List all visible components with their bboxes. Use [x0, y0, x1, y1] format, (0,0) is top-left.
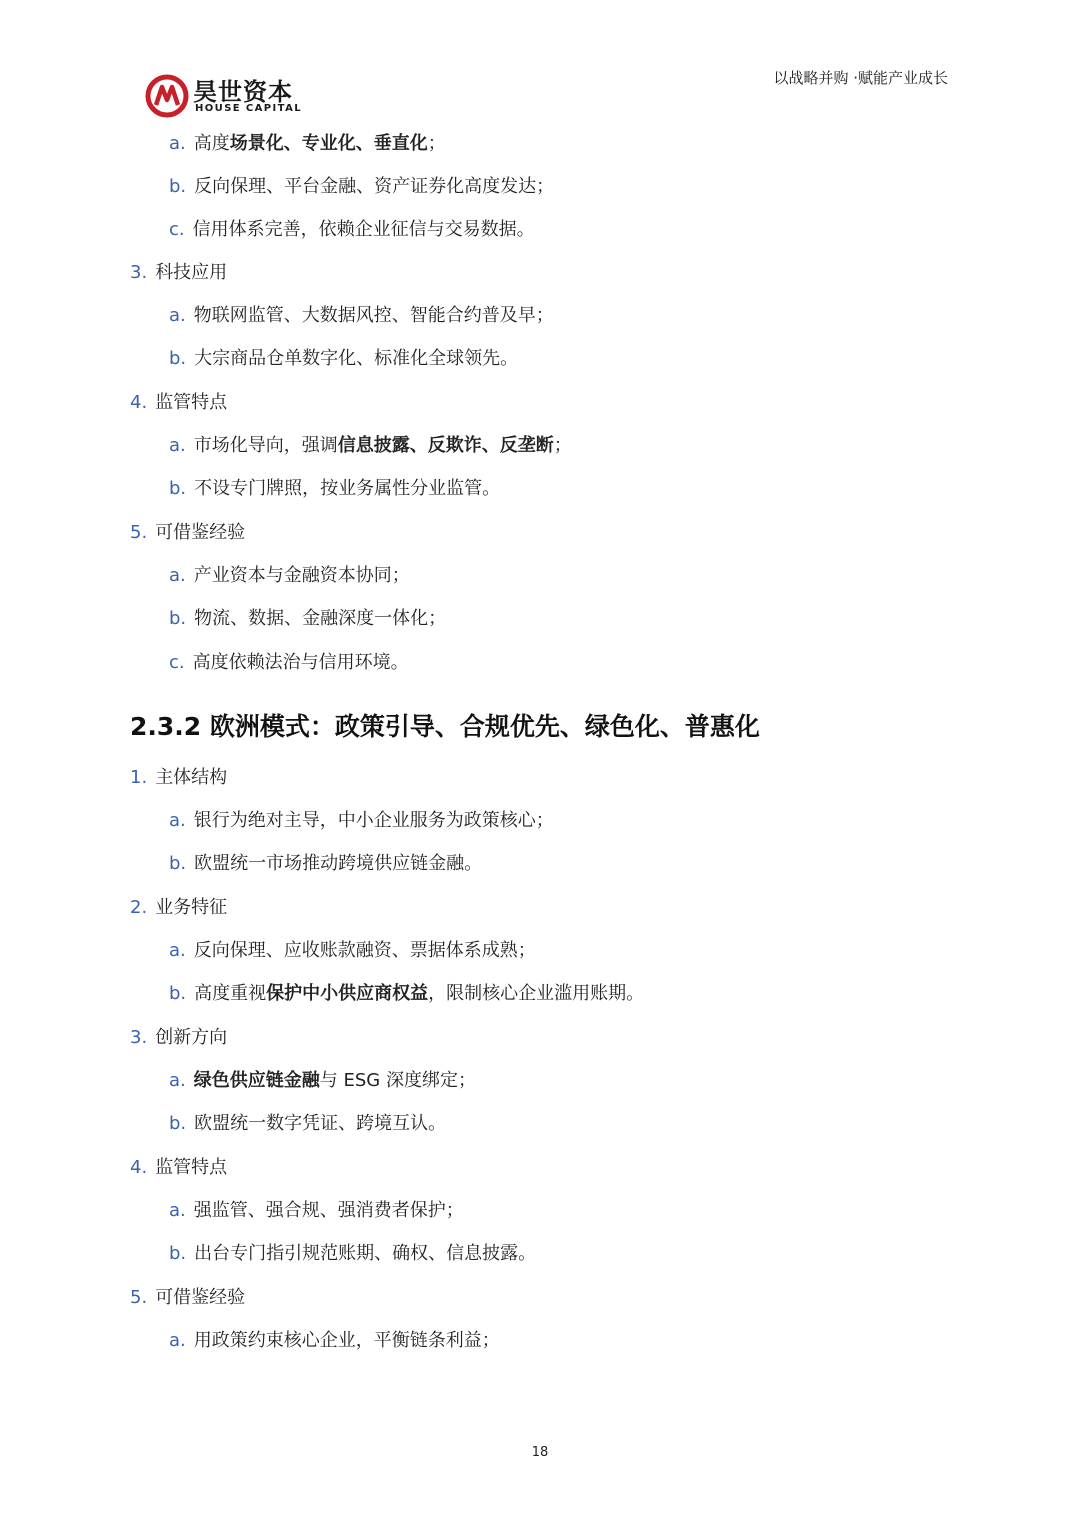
list-item: b. 不设专门牌照，按业务属性分业监管。 [169, 478, 501, 499]
list-marker: b. [169, 853, 187, 874]
list-heading: 5. 可借鉴经验 [130, 1287, 246, 1308]
header-slogan: 以战略并购 ·赋能产业成长 [773, 69, 948, 87]
logo-english-name: HOUSE CAPITAL [195, 103, 302, 114]
list-item: b. 出台专门指引规范账期、确权、信息披露。 [169, 1243, 537, 1264]
list-marker: b. [169, 478, 187, 499]
list-marker: b. [169, 608, 187, 629]
list-item: b. 反向保理、平台金融、资产证券化高度发达； [169, 176, 555, 197]
list-item: b. 高度重视保护中小供应商权益，限制核心企业滥用账期。 [169, 983, 645, 1004]
list-item: a. 高度场景化、专业化、垂直化； [169, 133, 446, 154]
page-number: 18 [531, 1445, 549, 1460]
list-marker: a. [169, 565, 186, 586]
section-heading: 2.3.2 欧洲模式：政策引导、合规优先、绿色化、普惠化 [130, 712, 760, 741]
list-item: a. 强监管、强合规、强消费者保护； [169, 1200, 464, 1221]
list-marker: c. [169, 652, 185, 673]
company-logo [145, 72, 315, 120]
list-marker: b. [169, 1113, 187, 1134]
list-heading: 4. 监管特点 [130, 1157, 228, 1178]
list-item: a. 产业资本与金融资本协同； [169, 565, 410, 586]
list-marker: b. [169, 176, 187, 197]
list-marker: c. [169, 219, 185, 240]
list-heading: 4. 监管特点 [130, 392, 228, 413]
list-marker: 5. [130, 1287, 148, 1308]
list-marker: b. [169, 1243, 187, 1264]
list-marker: 4. [130, 1157, 148, 1178]
list-marker: 3. [130, 262, 148, 283]
list-marker: 1. [130, 767, 148, 788]
list-heading: 5. 可借鉴经验 [130, 522, 246, 543]
list-item: a. 用政策约束核心企业，平衡链条利益； [169, 1330, 500, 1351]
list-item: a. 市场化导向，强调信息披露、反欺诈、反垄断； [169, 435, 572, 456]
list-marker: a. [169, 133, 186, 154]
list-marker: 3. [130, 1027, 148, 1048]
list-marker: a. [169, 305, 186, 326]
list-item: b. 大宗商品仓单数字化、标准化全球领先。 [169, 348, 519, 369]
list-item: c. 信用体系完善，依赖企业征信与交易数据。 [169, 219, 535, 240]
list-item: a. 物联网监管、大数据风控、智能合约普及早； [169, 305, 554, 326]
list-marker: a. [169, 435, 186, 456]
list-item: b. 欧盟统一市场推动跨境供应链金融。 [169, 853, 483, 874]
list-item: a. 银行为绝对主导，中小企业服务为政策核心； [169, 810, 554, 831]
list-item: c. 高度依赖法治与信用环境。 [169, 652, 409, 673]
list-heading: 2. 业务特征 [130, 897, 228, 918]
list-marker: b. [169, 983, 187, 1004]
list-heading: 3. 科技应用 [130, 262, 228, 283]
list-marker: 2. [130, 897, 148, 918]
list-marker: a. [169, 1200, 186, 1221]
list-marker: 4. [130, 392, 148, 413]
list-marker: a. [169, 1330, 186, 1351]
list-item: a. 绿色供应链金融与 ESG 深度绑定； [169, 1070, 476, 1091]
list-marker: a. [169, 1070, 186, 1091]
list-marker: b. [169, 348, 187, 369]
list-heading: 1. 主体结构 [130, 767, 228, 788]
logo-chinese-name: 昊世资本 [193, 78, 293, 106]
house-capital-logo-icon [145, 74, 189, 118]
list-marker: a. [169, 940, 186, 961]
list-marker: 5. [130, 522, 148, 543]
list-heading: 3. 创新方向 [130, 1027, 228, 1048]
list-item: b. 欧盟统一数字凭证、跨境互认。 [169, 1113, 447, 1134]
list-marker: a. [169, 810, 186, 831]
list-item: b. 物流、数据、金融深度一体化； [169, 608, 447, 629]
list-item: a. 反向保理、应收账款融资、票据体系成熟； [169, 940, 536, 961]
